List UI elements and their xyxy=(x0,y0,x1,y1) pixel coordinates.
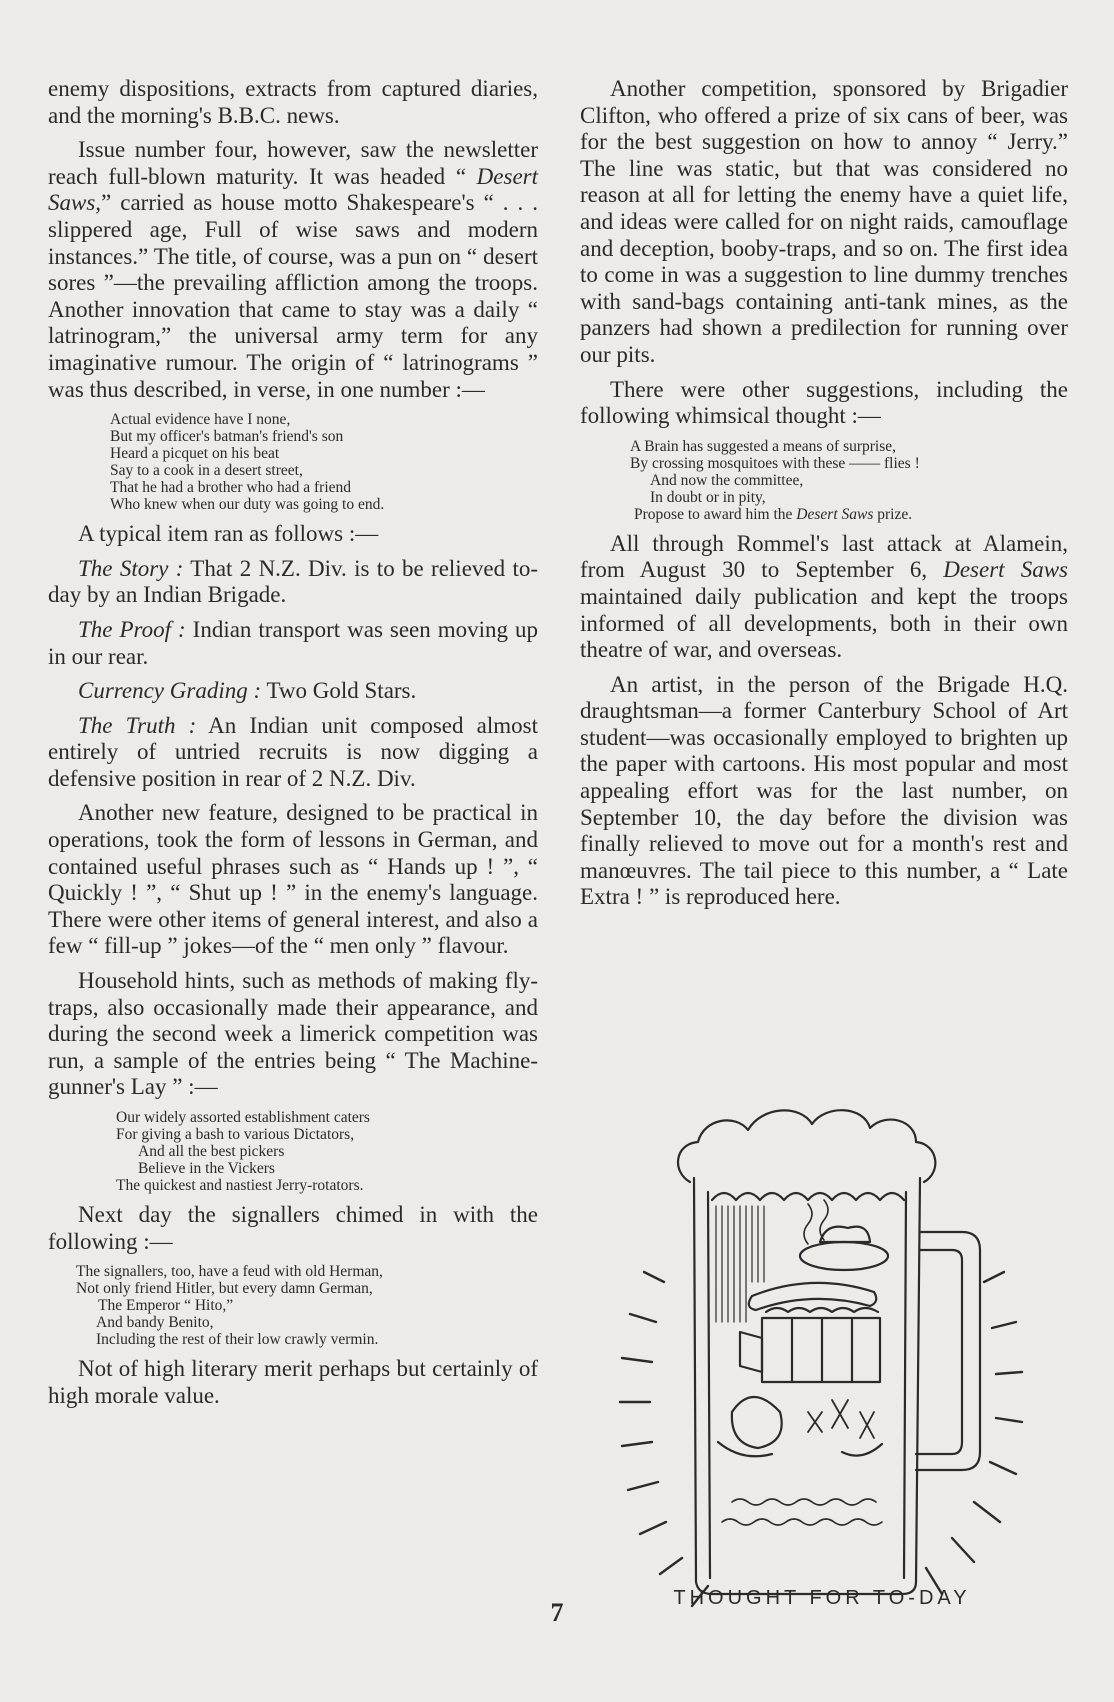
verse-line: Heard a picquet on his beat xyxy=(110,445,280,463)
paragraph: An artist, in the person of the Brigade H.Q. draughtsman—a former Canterbury School of Art student—was occasionally employed to brighten up the paper with cartoons. His most popular and most appealing effort was for the last number, on September 10, the day before the division was finally relieved to move out for a month's rest and manœuvres. The tail piece to this number, a “ Late Extra ! ” is reproduced here. xyxy=(580,671,1068,910)
verse-line: Propose to award him the Desert Saws prize. xyxy=(634,505,913,523)
whimsical-verse xyxy=(580,438,1068,523)
verse-line: Our widely assorted establishment caters xyxy=(116,1109,370,1126)
verse-line: Who knew when our duty was going to end. xyxy=(110,496,385,514)
verse-line: The quickest and nastiest Jerry-rotators. xyxy=(116,1177,364,1194)
verse-line: Including the rest of their low crawly vermin. xyxy=(96,1331,379,1349)
verse-line: Believe in the Vickers xyxy=(138,1160,275,1177)
verse-line: By crossing mosquitoes with these —— flies ! xyxy=(630,454,920,472)
verse-line: Say to a cook in a desert street, xyxy=(110,462,303,480)
verse-line: That he had a brother who had a friend xyxy=(110,479,352,497)
paragraph: Issue number four, however, saw the newsletter reach full-blown maturity. It was headed “ Desert Saws,” carried as house motto Shakespeare's “ . . . slippered age, Full of wise saws and modern instances.” The title, of course, was a pun on “ desert sores ”—the prevailing affliction among the troops. Another innovation that came to stay was a daily “ latrinogram,” the universal army term for any imaginative rumour. The origin of “ latrinograms ” was thus described, in verse, in one number :— xyxy=(48,137,538,402)
verse-line: For giving a bash to various Dictators, xyxy=(116,1126,355,1143)
paragraph: A typical item ran as follows :— xyxy=(78,521,379,547)
paragraph: enemy dispositions, extracts from captured diaries, and the morning's B.B.C. news. xyxy=(48,76,538,128)
foam-outline xyxy=(678,1110,935,1182)
mug-handle xyxy=(916,1232,980,1470)
paragraph: Household hints, such as methods of making fly-traps, also occasionally made their appearance, and during the second week a limerick competition was run, a sample of the entries being “ The Machine-gunner's Lay ” :— xyxy=(48,968,538,1100)
cartoon-caption: THOUGHT FOR TO-DAY xyxy=(673,1587,971,1609)
beer-mug-cartoon xyxy=(612,1082,1032,1612)
truth-item: The Truth : An Indian unit composed almost entirely of untried recruits is now digging a defensive position in rear of 2 N.Z. Div. xyxy=(48,712,538,791)
signallers-verse xyxy=(48,1263,538,1348)
paragraph: Another new feature, designed to be practical in operations, took the form of lessons in German, and contained useful phrases such as “ Hands up ! ”, “ Quickly ! ”, “ Shut up ! ” in the enemy's language. There were other items of general interest, and also a few “ fill-up ” jokes—of the “ men only ” flavour. xyxy=(48,800,538,959)
verse-line: A Brain has suggested a means of surprise, xyxy=(630,437,897,455)
paragraph: Another competition, sponsored by Brigadier Clifton, who offered a prize of six cans of beer, was for the best suggestion on how to annoy “ Jerry.” The line was static, but that was considered no reason at all for letting the enemy have a quiet life, and ideas were called for on night raids, camouflage and deception, booby-traps, and so on. The first idea to come in was a suggestion to line dummy trenches with sand-bags containing anti-tank mines, as the panzers had shown a predilection for running over our pits. xyxy=(580,76,1068,367)
proof-item: The Proof : Indian transport was seen moving up in our rear. xyxy=(48,616,538,669)
paragraph: All through Rommel's last attack at Alamein, from August 30 to September 6, Desert Saws maintained daily publication and kept the troops informed of all developments, both in their own theatre of war, and overseas. xyxy=(580,530,1068,663)
limerick-verse xyxy=(48,1109,538,1194)
verse-line: The signallers, too, have a feud with old Herman, xyxy=(76,1263,383,1281)
page-number: 7 xyxy=(550,1598,564,1627)
verse-line: And all the best pickers xyxy=(138,1143,285,1160)
story-item: The Story : That 2 N.Z. Div. is to be relieved to-day by an Indian Brigade. xyxy=(48,555,538,608)
right-column xyxy=(580,76,1068,919)
verse-line: The Emperor “ Hito,” xyxy=(98,1297,234,1315)
paragraph: Next day the signallers chimed in with the following :— xyxy=(48,1202,538,1254)
grading-item: Currency Grading : Two Gold Stars. xyxy=(78,678,417,704)
verse-line: Not only friend Hitler, but every damn German, xyxy=(76,1280,373,1298)
verse-line: And now the committee, xyxy=(650,471,804,489)
verse-line: Actual evidence have I none, xyxy=(110,411,291,429)
verse-line: In doubt or in pity, xyxy=(650,488,766,506)
paragraph: Not of high literary merit perhaps but certainly of high morale value. xyxy=(48,1356,538,1408)
left-column xyxy=(48,76,538,1417)
verse-line: And bandy Benito, xyxy=(96,1314,214,1332)
verse-line: But my officer's batman's friend's son xyxy=(110,428,344,446)
latrinogram-verse xyxy=(48,411,538,513)
paragraph: There were other suggestions, including the following whimsical thought :— xyxy=(580,376,1068,429)
